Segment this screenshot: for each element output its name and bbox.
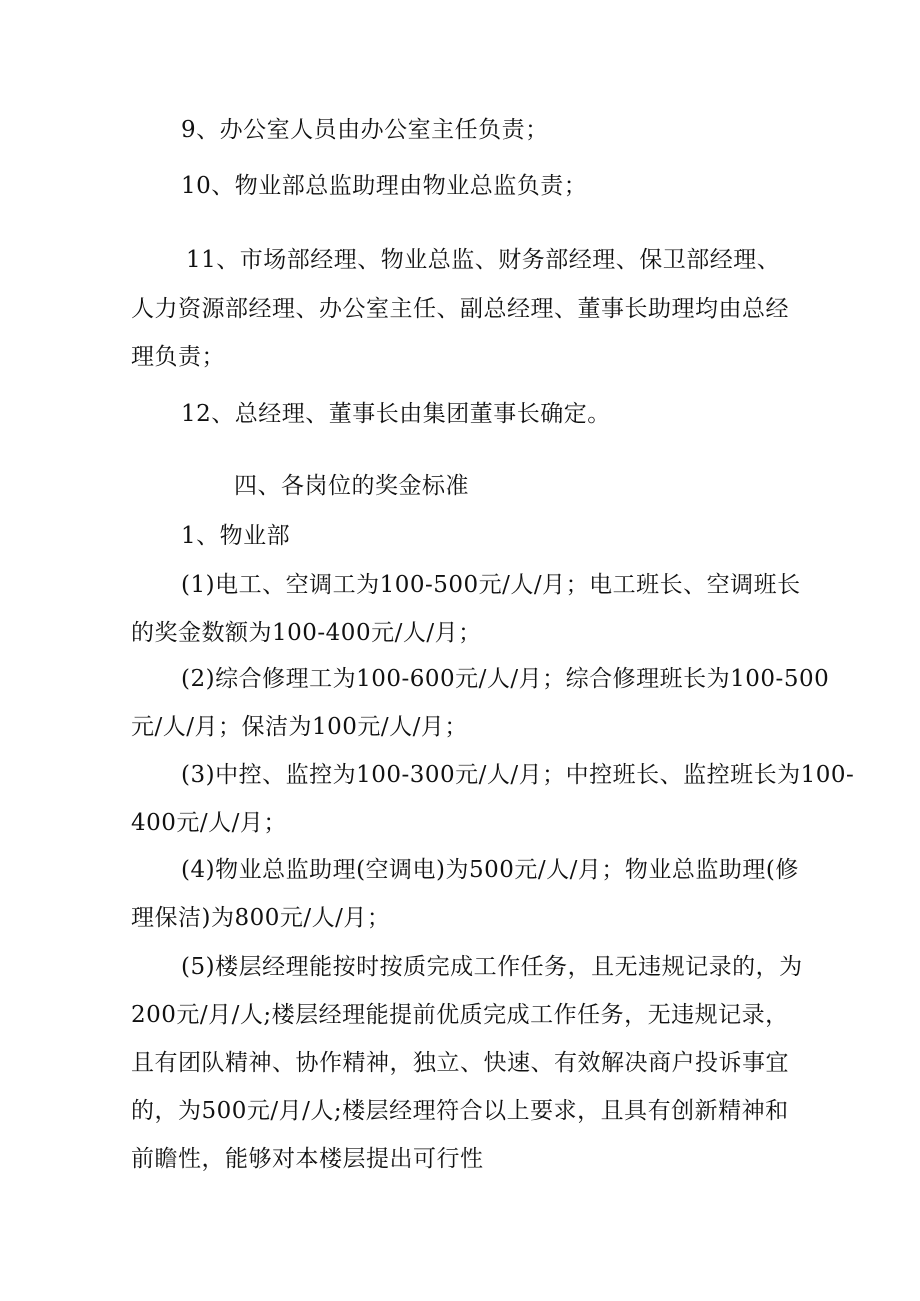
item-1-line-1: (1)电工、空调工为100-500元/人/月；电工班长、空调班长 — [181, 572, 801, 598]
paragraph-9: 9、办公室人员由办公室主任负责； — [181, 117, 549, 143]
subsection-heading: 1、物业部 — [181, 523, 291, 549]
item-1-line-2: 的奖金数额为100-400元/人/月； — [131, 620, 482, 646]
item-5-line-4: 的，为500元/月/人;楼层经理符合以上要求，且具有创新精神和 — [131, 1098, 789, 1124]
item-4-line-1: (4)物业总监助理(空调电)为500元/人/月；物业总监助理(修 — [181, 857, 799, 883]
item-5-line-3: 且有团队精神、协作精神，独立、快速、有效解决商户投诉事宜 — [131, 1050, 789, 1076]
item-4-line-2: 理保洁)为800元/人/月； — [131, 905, 391, 931]
item-2-line-2: 元/人/月；保洁为100元/人/月； — [131, 714, 468, 740]
section-heading: 四、各岗位的奖金标准 — [234, 473, 469, 499]
item-5-line-2: 200元/月/人;楼层经理能提前优质完成工作任务，无违规记录， — [131, 1002, 789, 1028]
item-3-line-1: (3)中控、监控为100-300元/人/月；中控班长、监控班长为100- — [181, 762, 855, 788]
item-2-line-1: (2)综合修理工为100-600元/人/月；综合修理班长为100-500 — [181, 666, 830, 692]
paragraph-11-line-2: 人力资源部经理、办公室主任、副总经理、董事长助理均由总经 — [131, 296, 789, 322]
paragraph-11-line-1: 11、市场部经理、物业总监、财务部经理、保卫部经理、 — [186, 247, 781, 273]
paragraph-10: 10、物业部总监助理由物业总监负责； — [181, 173, 588, 199]
paragraph-12: 12、总经理、董事长由集团董事长确定。 — [181, 401, 611, 427]
paragraph-11-line-3: 理负责； — [131, 344, 225, 370]
item-5-line-1: (5)楼层经理能按时按质完成工作任务，且无违规记录的，为 — [181, 954, 803, 980]
item-3-line-2: 400元/人/月； — [131, 810, 287, 836]
item-5-line-5: 前瞻性，能够对本楼层提出可行性 — [131, 1146, 484, 1172]
